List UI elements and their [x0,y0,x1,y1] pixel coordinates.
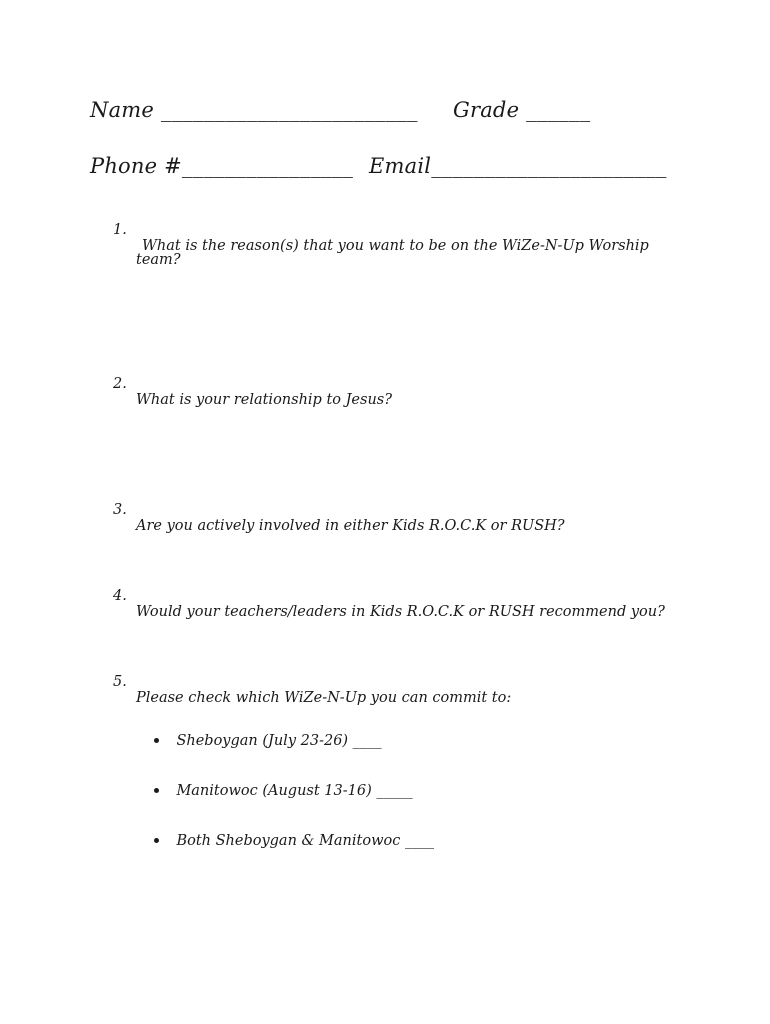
grade-field[interactable]: Grade ______ [453,98,591,122]
phone-field[interactable]: Phone #________________ [90,154,354,178]
option-both[interactable] [136,817,434,865]
question-text: Would your teachers/leaders in Kids R.O.C.K or RUSH recommend you? [136,604,665,620]
question-number: 5. [113,674,127,690]
name-field[interactable]: Name ________________________ [90,98,418,122]
question-number: 1. [113,222,127,238]
question-1-continued [0,236,181,284]
bullet-icon [154,788,159,793]
option-label: Sheboygan (July 23-26) ____ [176,733,382,749]
question-2 [0,360,393,424]
option-sheboygan[interactable] [136,717,382,765]
option-label: Manitowoc (August 13-16) _____ [176,783,413,799]
question-4 [0,572,665,636]
bullet-icon [154,838,159,843]
question-3 [0,486,565,550]
question-text: What is the reason(s) that you want to be on the WiZe-N-Up Worship [142,238,649,254]
email-field[interactable]: Email______________________ [369,154,667,178]
question-5 [0,658,512,722]
question-text: Please check which WiZe-N-Up you can commit to: [136,690,512,706]
option-label: Both Sheboygan & Manitowoc ____ [176,833,434,849]
question-text: What is your relationship to Jesus? [136,392,393,408]
question-number: 3. [113,502,127,518]
question-text: team? [136,252,181,268]
bullet-icon [154,738,159,743]
question-number: 2. [113,376,127,392]
question-text: Are you actively involved in either Kids R.O.C.K or RUSH? [136,518,565,534]
question-number: 4. [113,588,127,604]
option-manitowoc[interactable] [136,767,413,815]
